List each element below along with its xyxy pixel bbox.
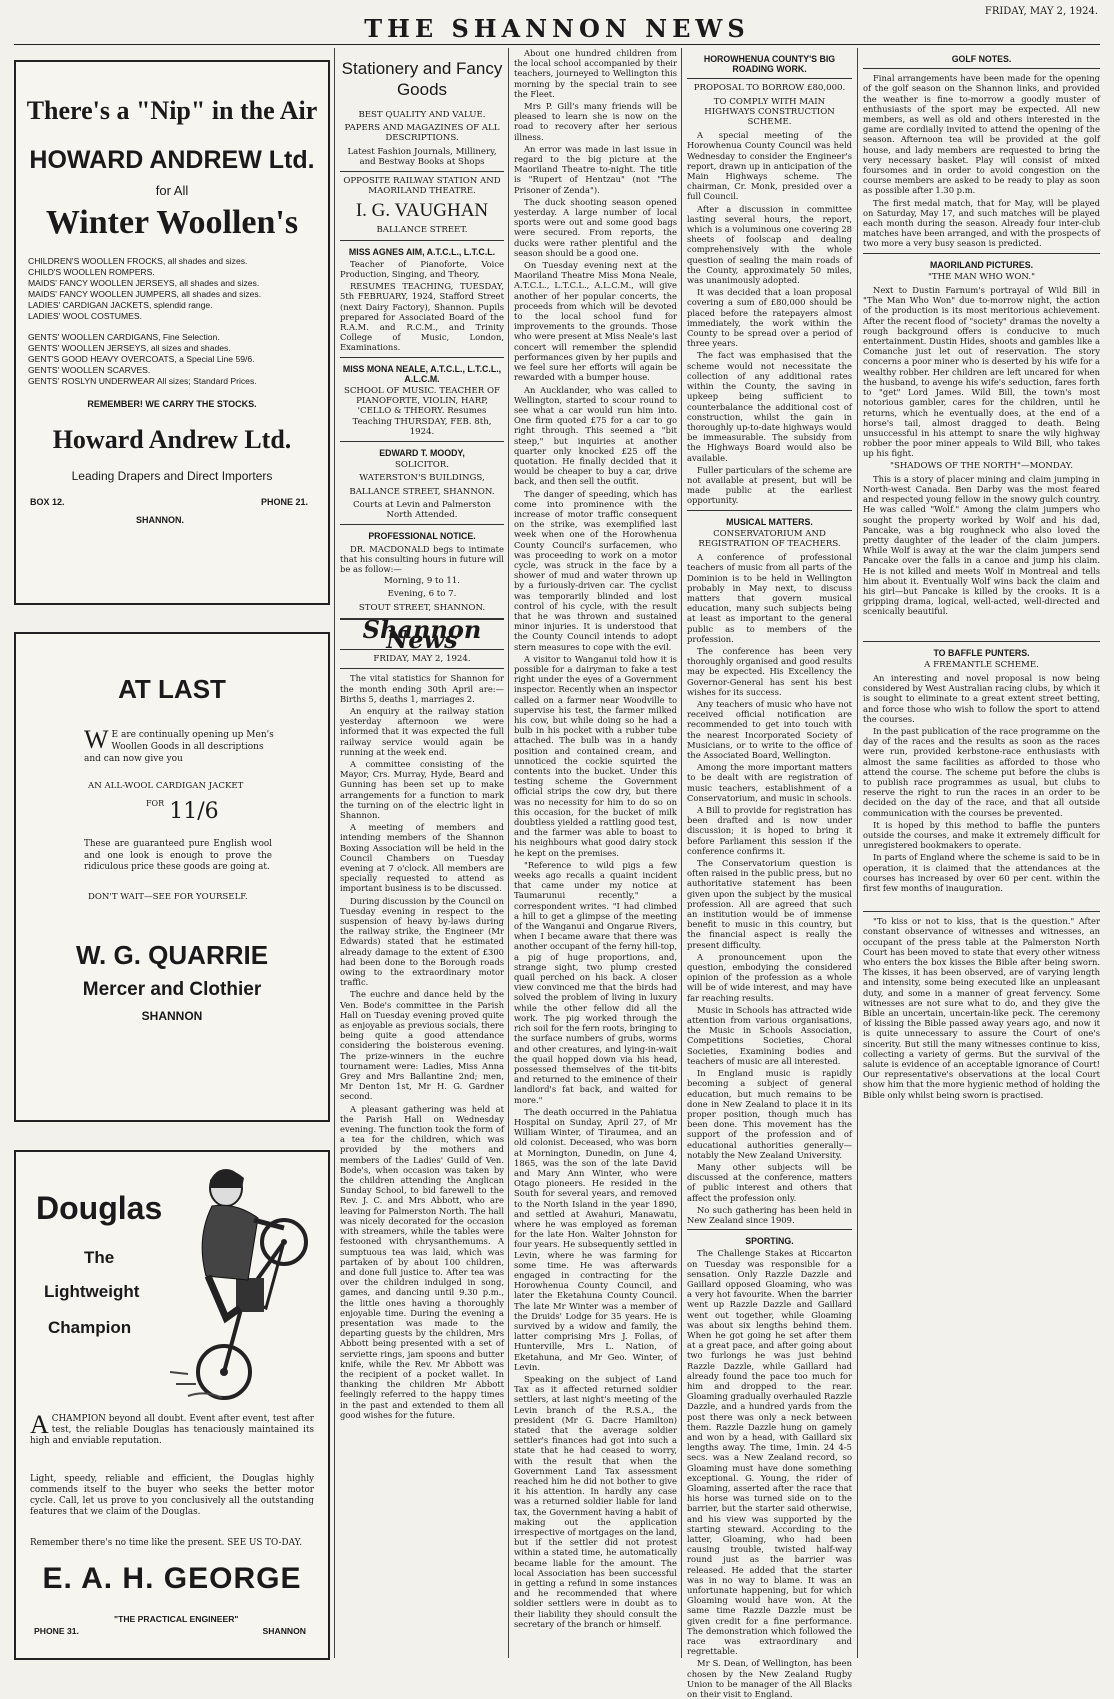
moody-courts: Courts at Levin and Palmerston North Attended. — [352, 499, 492, 521]
stationery-opposite: OPPOSITE RAILWAY STATION AND MAORILAND THEATRE. — [343, 176, 501, 197]
news-paragraph: It was decided that a loan proposal covering a sum of £80,000 should be placed before the ratepayers almost immediately, the work within the County to be spread over a period of three years. — [687, 287, 852, 349]
notice-heading: PROFESSIONAL NOTICE. — [368, 531, 476, 542]
ad-town: SHANNON. — [136, 515, 185, 525]
news-paragraph: In the past publication of the race programme on the day of the races and the results as soon as the races were run, provided kerbstone-race enthusiasts with almost the same facilities as afforded to those who attend the course. The scheme put before the clubs is to publish race programmes as usual, but clubs to reserve the right to run the races in an order to be decided on the day of the race, and that all outside communication with the courses be prevented. — [863, 725, 1100, 818]
roading-heading: HOROWHENUA COUNTY'S BIG ROADING WORK. — [703, 54, 836, 75]
news-paragraph: About one hundred children from the local school accompanied by their teachers, journeyed to Wellington this morning by the special train to see the Fleet. — [514, 48, 677, 99]
ad-lightweight: Lightweight — [44, 1282, 140, 1301]
drop-cap: A — [30, 1410, 49, 1439]
pictures-subheading-2: "SHADOWS OF THE NORTH"—MONDAY. — [890, 460, 1073, 471]
aim-body: Teacher of Pianoforte, Voice Production, Singing, and Theory, — [340, 258, 504, 280]
news-paragraph: A meeting of members and intending members of the Shannon Boxing Association will be held in the Council Chambers on Tuesday evening at 7 o'clock. All members are specially requested to attend as important business is to be discussed. — [340, 822, 504, 894]
stationery-title: Stationery and Fancy Goods — [341, 59, 503, 99]
ad-body-2: Light, speedy, reliable and efficient, the Douglas highly commends itself to the buyer who seeks the better motor cycle. Call, let us prove to you conclusively all the outstanding features that we claim of the Douglas. — [30, 1474, 314, 1517]
pictures-subheading: "THE MAN WHO WON." — [927, 271, 1036, 282]
column-4 — [687, 48, 852, 1699]
newspaper-title: THE SHANNON NEWS — [364, 14, 750, 43]
masthead-rule — [14, 44, 1100, 45]
news-paragraph: "To kiss or not to kiss, that is the question." After constant observance of witnesses and witnesses, an occupant of the press table at the Palmerston North Court has been moved to state that every other witness who enters the box kisses the Bible after being sworn. The kisses, it has been observed, are of varying length and intensity, some being executed like an unpleasant duty, and some in a manner of great fervency. Some witnesses are not sure what to do, and they give the Bible an uncertain, uncertain-like peck. The ceremony of kissing the Bible passed away years ago, and now it is quite unnecessary to assure the Court of one's sincerity. But still the many witnesses continue to kiss, collecting a variety of germs. But the survival of the salute is evidence of an acceptable ignorance of Court! Our representative's observations at the local Court show him that the more hygienic method of holding the Bible only whilst being sworn is practised. — [863, 916, 1100, 1100]
news-paragraph: In parts of England where the scheme is said to be in operation, it is claimed that the attendances at the courses has increased by over 60 per cent. within the first few months of inauguration. — [863, 852, 1100, 894]
pictures-heading: MAORILAND PICTURES. — [929, 259, 1034, 270]
ad-douglas — [14, 1150, 330, 1660]
news-paragraph: An interesting and novel proposal is now being considered by West Australian racing clubs, by which it is sought to eliminate to a great extent street betting, and force those who wish to follow the sport to attend the courses. — [863, 672, 1100, 724]
ad-item-list-a — [28, 256, 328, 322]
news-paragraph: "Reference to wild pigs a few weeks ago recalls a quaint incident that came under my notice at Taumarunui recently," a correspondent writes. "I had climbed a hill to get a glimpse of the meeting of the Wanganui and Ongarue Rivers, when I became aware that there was another occupant of the ferny hill-top, a pig of huge proportions, and, strange sight, two plump crested quail perched on his back. A closer view convinced me that the birds had solved the problem of living in luxury while the other fellow did all the work. The pig worked through the rich soil for the fern roots, bringing to the surface numbers of grubs, worms and other creatures, and lying-in-wait the quail hopped down via his head, possessed themselves of the tit-bits and returned to the eminence of their landlord's fat back, and waited for more." — [514, 859, 677, 1105]
news-paragraph: No such gathering has been held in New Zealand since 1909. — [687, 1204, 852, 1225]
ad-box: BOX 12. — [30, 497, 65, 507]
ad-champion: Champion — [48, 1318, 132, 1337]
news-paragraph: After a discussion in committee lasting several hours, the report, which is a voluminous one covering 28 sheets of foolscap and dealing comprehensively with the whole question of sealing the main roads of the County, approximately 50 miles, was unanimously adopted. — [687, 203, 852, 286]
ad-headline: There's a "Nip" in the Air — [26, 96, 318, 125]
notice-body: DR. MACDONALD begs to intimate that his consulting hours in future will be as follow:— — [340, 543, 504, 574]
ad-body: ACHAMPION beyond all doubt. Event after event, test after test, the reliable Douglas has tenaciously maintained its high and enviable reputation. — [30, 1410, 314, 1446]
ad-body: W E are continually opening up Men's Woollen Goods in all descriptions and can now give you — [84, 725, 274, 764]
list-item: LADIES' CARDIGAN JACKETS, splendid range. — [28, 300, 213, 310]
musical-heading: MUSICAL MATTERS. — [726, 516, 813, 527]
vaughan-name: I. G. VAUGHAN — [355, 200, 489, 222]
news-paragraph: Mrs P. Gill's many friends will be pleased to learn she is now on the road to recovery after her serious illness. — [514, 101, 677, 142]
moody-role: SOLICITOR. — [395, 460, 449, 471]
ad-cta: DON'T WAIT—SEE FOR YOURSELF. — [88, 891, 248, 902]
ad-product: AN ALL-WOOL CARDIGAN JACKET — [88, 781, 244, 791]
ad-brand: Douglas — [36, 1190, 163, 1226]
notice-hours-1: Morning, 9 to 11. — [383, 576, 461, 587]
neale-body: SCHOOL OF MUSIC. TEACHER OF PIANOFORTE, VIOLIN, HARP, 'CELLO & THEORY. Resumes Teaching THURSDAY, FEB. 8th, 1924. — [343, 386, 501, 437]
news-paragraph: Music in Schools has attracted wide attention from various organisations, the Music in Schools Association, Competitions Societies, Choral Societies, Examining bodies and teachers of music are all interested. — [687, 1004, 852, 1066]
news-paragraph: Among the more important matters to be dealt with are registration of music teachers, establishment of a Conservatorium, and music in schools. — [687, 762, 852, 803]
news-paragraph: A conference of professional teachers of music from all parts of the Dominion is to be held in Wellington probably in May next, to discuss matters that govern musical education, many such subjects being at least as important to the general public as to members of the profession. — [687, 552, 852, 644]
ad-merchant-name: W. G. QUARRIE — [75, 939, 269, 970]
list-item: GENTS' WOOLLEN CARDIGANS, Fine Selection. — [28, 332, 220, 342]
news-paragraph: An Aucklander, who was called to Wellington, started to scour round to see what a car would run him into. One firm quoted £75 for a car to go right through. This seemed a "bit steep," but inquiries at another quarter only knocked £25 off the quotation. He finally decided that it would be cheaper to buy a car, drive back, and then sell the outfit. — [514, 384, 677, 487]
notice-hours-2: Evening, 6 to 7. — [387, 589, 457, 600]
ad-quarrie — [14, 632, 330, 1122]
news-paragraph: The fact was emphasised that the scheme would not necessitate the collection of any additional rates within the County, the saving in upkeep being sufficient to counterbalance the additional cost of construction, whilst the gain in thoroughly up-to-date highways would be immeasurable. The subsidy from the Highways Board would also be available. — [687, 350, 852, 463]
list-item: MAIDS' FANCY WOOLLEN JUMPERS, all shades and sizes. — [28, 289, 262, 299]
news-paragraph: Fuller particulars of the scheme are not available at present, but will be made public at the earliest opportunity. — [687, 464, 852, 506]
news-paragraph: Next to Dustin Farnum's portrayal of Wild Bill in "The Man Who Won" due to-morrow night, the action of the production is its most meritorious achievement. After the recent flood of "society" dramas the novelty a rough background offers is conducive to much entertainment. Dustin Hides, shoots and gambles like a Comanche just let out of reservation. The story concerns a poor miner who is deserted by his wife for a wealthy robber. Her children are left uncared for when the husband, to avenge his wife's seduction, fares forth to "get" Lord James. Wild Bill, the town's most notorious gambler, cares for the children, until he returns, which he eventually does, at the end of a horse's tail, almost dragged to death. Being unsuccessful in his attempt to snare the wily highway robber the poor miner appeals to Wild Bill, who takes up his fight. — [863, 285, 1100, 459]
news-paragraph: A special meeting of the Horowhenua County Council was held Wednesday to consider the Engineer's report, drawn up in anticipation of the Main Highways scheme. The chairman, Cr. Monk, presided over a full Council. — [687, 130, 852, 202]
news-paragraph: Any teachers of music who have not received official notification are recommended to get into touch with the nearest Incorporated Society of Musicians, or to write to the office of the Associated Board, Wellington. — [687, 698, 852, 760]
ad-price: 11/6 — [169, 799, 219, 824]
sporting-heading: SPORTING. — [745, 1236, 794, 1247]
ad-remember: Remember there's no time like the present. SEE US TO-DAY. — [30, 1538, 303, 1548]
news-paragraph: This is a story of placer mining and claim jumping in North-west Canada. Ben Darby was the most feared and respected young fellow in the snowy gulch country. He was called "Wolf." Among the claim jumpers who sought the property worked by Wolf and his dad, Pancake, was a big roughneck who also loved the pretty daughter of the leader of the claim jumpers. While Wolf is away at the war the claim jumpers send Pancake over the falls in a canoe and jump his claim. He is not killed and meets Wolf in Montreal and tells him about it. Eventually Wolf wins back the claim and his girl—but Pancake is killed by the crooks. It is a gripping drama, logical, well-acted, well-directed and scenically beautiful. — [863, 473, 1100, 617]
list-item: GENT'S GOOD HEAVY OVERCOATS, a Special Line 59/6. — [28, 354, 255, 364]
ad-contact-row — [16, 497, 328, 515]
news-paragraph: On Tuesday evening next at the Maoriland Theatre Miss Mona Neale, A.T.C.L., L.T.C.L., A.L.C.M., will give another of her popular concerts, the proceeds from which will be devoted to the local school fund for improvements to the grounds. Those who were present at Miss Neale's last concert will remember the splendid performances given by her pupils and we feel sure her efforts will again be rewarded with a bumper house. — [514, 260, 677, 383]
ad-for-label: FOR — [146, 799, 165, 808]
ad-howard-andrew — [14, 60, 330, 605]
news-paragraph: An error was made in last issue in regard to the big picture at the Maoriland Theatre to-night. The title is "Rupert of Hentzau" (not "The Prisoner of Zenda"). — [514, 143, 677, 195]
ad-at-last: AT LAST — [118, 674, 226, 704]
list-item: GENTS' WOOLLEN SCARVES. — [28, 365, 151, 375]
news-paragraph: The Conservatorium question is often raised in the public press, but no authoritative statement has been given upon the subject by the musical profession. All are agreed that such an institution would be of immense benefit to music in this country, but the financial aspect is really the present difficulty. — [687, 858, 852, 950]
ad-body-2: These are guaranteed pure English wool and one look is enough to prove the ridiculous price these goods are going at. — [84, 839, 272, 872]
masthead — [0, 0, 1114, 48]
issue-date: FRIDAY, MAY 2, 1924. — [984, 6, 1098, 17]
news-paragraph: The danger of speeding, which has come into prominence with the increase of motor traffic consequent on the strike, was exemplified last week when one of the Horowhenua County Council's surfacemen, who was proceeding to work on a motor cycle, was struck in the face by a shower of mud and water thrown up by a furiously-driven car. The cyclist was temporarily blinded and lost control of his cycle, with the result that he was thrown and sustained minor injuries. It is understood that the County Council intends to adopt stern measures to cope with the evil. — [514, 488, 677, 652]
news-paragraph: Speaking on the subject of Land Tax as it affected returned soldier settlers, at last night's meeting of the Levin branch of the R.S.A., the president (Mr G. Dacre Hamilton) stated that the average soldier settler's finances had got into such a state that he had ceased to worry, with the result that when the Government Land Tax assessment reached him he did not bother to give it his attention. In hardly any case was a returned soldier liable for land tax, the Government having a habit of making out the application irrespective of mortgages on the land, but if the settler did not protest within a stated time, he automatically became liable for the amount. The local Association has been successful in getting a refund in some instances and he recommended that where soldier settlers were in doubt as to their liability they should consult the secretary of the branch or himself. — [514, 1374, 677, 1629]
ad-the: The — [84, 1248, 115, 1267]
column-2 — [340, 48, 504, 1658]
news-paragraph: The euchre and dance held by the Ven. Bode's committee in the Parish Hall on Tuesday evening proved quite as enjoyable as previous socials, there being quite a good attendance considering the boisterous evening. The prize-winners in the euchre tournament were: Ladies, Miss Anna Grey and Mrs Ballantine 2nd; men, Mr Denton 1st, Mr H. G. Gardner second. — [340, 989, 504, 1102]
motorcycle-rider-illustration — [166, 1158, 324, 1404]
list-item: GENTS' ROSLYN UNDERWEAR All sizes; Standard Prices. — [28, 376, 257, 386]
punters-subheading: A FREMANTLE SCHEME. — [924, 659, 1039, 670]
list-item: CHILD'S WOOLLEN ROMPERS. — [28, 267, 155, 277]
roading-subheading-1: PROPOSAL TO BORROW £80,000. — [693, 83, 846, 94]
ad-phone: PHONE 31. — [34, 1626, 79, 1636]
moody-heading: EDWARD T. MOODY, — [379, 448, 465, 459]
column-rule — [508, 48, 509, 1658]
news-paragraph: Mr S. Dean, of Wellington, has been chosen by the New Zealand Rugby Union to be manager of the All Blacks on their visit to England. — [687, 1658, 852, 1699]
ad-company-name-2: Howard Andrew Ltd. — [52, 425, 292, 454]
ad-company-name: HOWARD ANDREW Ltd. — [29, 146, 315, 174]
news-paragraph: The death occurred in the Pahiatua Hospital on Sunday, April 27, of Mr William Winter, of Tiraumea, and an old colonist. Deceased, who was born at Mornington, Dunedin, on June 4, 1865, was the son of the late David and Mary Ann Winter, who were Otago pioneers. He resided in the South for several years, and removed to the North Island in the year 1890, and settled at Awahuri, Manawatu, where he was employed as foreman for the late Hon. Walter Johnston for four years. He subsequently settled in Levin, where he was farming for some time. He was afterwards engaged in contracting for the Horowhenua County Council, and later the Eketahuna County Council. The late Mr Winter was a member of the Druids' Lodge for 35 years. He is survived by a widow and family, the latter comprising Mrs J. Follas, of Hunterville, Mrs L. Nation, of Eketahuna, and Mr Geo. Winter, of Levin. — [514, 1106, 677, 1372]
news-paragraph: A committee consisting of the Mayor, Crs. Murray, Hyde, Beard and Gunning has been set up to make arrangements for a function to mark the turning on of the electric light in Shannon. — [340, 758, 504, 820]
list-item: MAIDS' FANCY WOOLLEN JERSEYS, all shades and sizes. — [28, 278, 260, 288]
ad-price-row — [146, 799, 328, 827]
editorial-masthead: Shannon News — [362, 614, 482, 654]
news-paragraph: A pronouncement upon the question, embodying the considered opinion of the profession as a whole will be of wide interest, and may have far reaching results. — [687, 951, 852, 1003]
ad-tag: "THE PRACTICAL ENGINEER" — [114, 1614, 239, 1624]
column-3 — [514, 48, 677, 1658]
moody-street: BALLANCE STREET, SHANNON. — [349, 486, 495, 497]
news-paragraph: A visitor to Wanganui told how it is possible for a dairyman to fake a test right under the eyes of a Government inspector. Recently when an inspector called on a farmer near Woodville to supervise his test, the farmer milked his cow, but while doing so he had a bulb in his pocket with a rubber tube attached. The bulb was in a handy position and contained cream, and unnoticed the cockie squirted the contents into the bucket. Under this testing scheme the Government official strips the cow dry, but there was no necessity for him to do so on this occasion, for the bucket of milk doubtless yielded a rattling good test, and the farmer was able to boast to his neighbours what good dairy stock he kept on the premises. — [514, 653, 677, 858]
neale-heading: MISS MONA NEALE, A.T.C.L., L.T.C.L., A.L.C.M. — [342, 363, 502, 384]
news-paragraph: A Bill to provide for registration has been drafted and is now under discussion; it is hoped to bring it before Parliament this session if the conference confirms it. — [687, 805, 852, 856]
stationery-fashion: Latest Fashion Journals, Millinery, and Bestway Books at Shops — [347, 146, 497, 167]
ad-for-all: for All — [155, 183, 189, 198]
vaughan-street: BALLANCE STREET. — [376, 225, 468, 236]
ad-trade: Mercer and Clothier — [82, 978, 262, 1000]
news-paragraph: The duck shooting season opened yesterday. A large number of local sports were out and some good bags were secured. From reports, the ducks were rather plentiful and the season should be a good one. — [514, 196, 677, 258]
list-item: CHILDREN'S WOOLLEN FROCKS, all shades and sizes. — [28, 256, 248, 266]
news-paragraph: The vital statistics for Shannon for the month ending 30th April are:—Births 5, deaths 1, marriages 2. — [340, 673, 504, 704]
ad-tagline: Leading Drapers and Direct Importers — [71, 469, 273, 483]
drop-cap: W — [84, 725, 109, 754]
ad-town: SHANNON — [141, 1008, 203, 1023]
news-paragraph: Final arrangements have been made for the opening of the golf season on the Shannon links, and provided the weather is fine to-morrow a goodly muster of enthusiasts of the sport may be expected. All new members, as well as old and others interested in the game are cordially invited to attend the opening of the season. Afternoon tea will be provided at the golf house, and lady members are requested to bring the very necessary basket. Play will consist of mixed foursomes and in order to avoid congestion on the course members are asked to be ready to play as soon as possible after 1.30 p.m. — [863, 73, 1100, 196]
drop-cap-suffix: E — [111, 730, 119, 740]
news-paragraph: The conference has been very thoroughly organised and good results may be expected. His Excellency the Governor-General has sent his best wishes for its success. — [687, 645, 852, 697]
news-paragraph: The Challenge Stakes at Riccarton on Tuesday was responsible for a sensation. Only Razzle Dazzle and Gaillard opposed Gloaming, who was a very hot favourite. When the barrier went up Razzle Dazzle and Gaillard went out together, while Gloaming was about six lengths behind them. When he got going he set after them at a great pace, and after going about two furlongs he was just behind Razzle Dazzle, while Gaillard had already found the pace too much for him and dropped to the rear. Gloaming gradually overhauled Razzle Dazzle, and a hundred yards from the post there was only a neck between them. Razzle Dazzle hung on gamely and won by a head, with Gaillard six lengths away. The time, 1min. 24 4-5 secs. was a New Zealand record, so Gloaming must have done something exceptional. G. Young, the rider of Gloaming, asserted after the race that his horse was turned side on to the barrier, but the starter said otherwise, and his view was supported by the starting steward. According to the latter, Gloaming, who had been causing trouble, twisted half-way round just as the barrier was released. He added that the starter was in no way to blame. It was an unfortunate happening, but for which Gloaming would have won. At the same time Razzle Dazzle must be given credit for a fine performance. The demonstration which followed the race was extraordinary and regrettable. — [687, 1248, 852, 1657]
stationery-quality: BEST QUALITY AND VALUE. — [358, 110, 486, 120]
aim-body-2: RESUMES TEACHING, TUESDAY, 5th FEBRUARY, 1924, Stafford Street (next Dairy Factory), Shannon. Pupils prepared for Associated Board of the R.A.M. and R.C.M., and Trinity College of Music, London, Examinations. — [340, 281, 504, 353]
news-paragraph: A pleasant gathering was held at the Parish Hall on Wednesday evening. The function took the form of a tea for the children, which was provided by the mothers and members of the Ladies' Guild of Ven. Bode's, when occasion was taken by the children attending the Anglican Sunday School, to bid farewell to the Rev. J. C. and Mrs Abbott, who are leaving for Palmerston North. The hall was nicely decorated for the occasion with streamers, while the tables were festooned with chrysanthemums. A sumptuous tea was laid, which was partaken of by about 100 children, and done full justice to. After tea was over the children indulged in song, games, and dancing until 9.30 p.m., the little ones having a thoroughly enjoyable time. During the evening a presentation was made to the departing guests by the children, Mrs Abbott being presented with a set of serviette rings, jam spoons and butter knife, while the Rev. Mr Abbott was the recipient of a pocket wallet. In thanking the children Mr Abbott feelingly referred to the happy times in the past and extended to them all good wishes for the future. — [340, 1103, 504, 1420]
stationery-papers: PAPERS AND MAGAZINES OF ALL DESCRIPTIONS. — [344, 123, 500, 144]
news-paragraph: An enquiry at the railway station yesterday afternoon we were informed that it was expected the full railway service would again be running at the week end. — [340, 705, 504, 757]
ad-item-list-b — [28, 332, 328, 387]
list-item: GENTS' WOOLLEN JERSEYS, all sizes and shades. — [28, 343, 231, 353]
ad-phone: PHONE 21. — [260, 497, 308, 507]
news-paragraph: During discussion by the Council on Tuesday evening in respect to the suspension of heavy by-laws during the railway strike, the Engineer (Mr Edwards) stated that he estimated already damage to the extent of £300 had been done to the Borough roads owing to the extraordinary motor traffic. — [340, 895, 504, 988]
news-paragraph: In England music is rapidly becoming a subject of general education, but much remains to be done in New Zealand to place it in its proper position, though much has been done. This movement has the support of the profession and of educational authorities generally—notably the New Zealand University. — [687, 1068, 852, 1160]
moody-building: WATERSTON'S BUILDINGS, — [359, 473, 485, 484]
aim-heading: MISS AGNES AIM, A.T.C.L., L.T.C.L. — [348, 246, 496, 257]
punters-heading: TO BAFFLE PUNTERS. — [933, 647, 1030, 658]
ad-dealer-name: E. A. H. GEORGE — [42, 1562, 302, 1595]
notice-street: STOUT STREET, SHANNON. — [358, 602, 486, 613]
roading-subheading-2: TO COMPLY WITH MAIN HIGHWAYS CONSTRUCTION SCHEME. — [704, 96, 835, 128]
column-rule — [857, 48, 858, 1658]
column-rule — [334, 48, 335, 1658]
ad-town: SHANNON — [262, 1626, 306, 1636]
column-rule — [681, 48, 682, 1658]
list-item: LADIES' WOOL COSTUMES. — [28, 311, 143, 321]
musical-subheading: CONSERVATORIUM AND REGISTRATION OF TEACHERS. — [698, 528, 841, 549]
ad-winter-woollens: Winter Woollen's — [45, 204, 299, 241]
news-paragraph: Many other subjects will be discussed at the conference, matters of public interest and others that affect the profession only. — [687, 1161, 852, 1203]
editorial-date: FRIDAY, MAY 2, 1924. — [373, 654, 471, 665]
golf-heading: GOLF NOTES. — [951, 54, 1012, 64]
news-paragraph: It is hoped by this method to baffle the punters outside the courses, and make it extremely difficult for unregistered bookmakers to operate. — [863, 819, 1100, 851]
news-paragraph: The first medal match, that for May, will be played on Saturday, May 17, and such matches will be played each month during the season. Already four inter-club matches have been arranged, and with the prospects of two more a very busy season is predicted. — [863, 197, 1100, 249]
column-5 — [863, 48, 1100, 1658]
ad-remember: REMEMBER! WE CARRY THE STOCKS. — [87, 399, 257, 409]
